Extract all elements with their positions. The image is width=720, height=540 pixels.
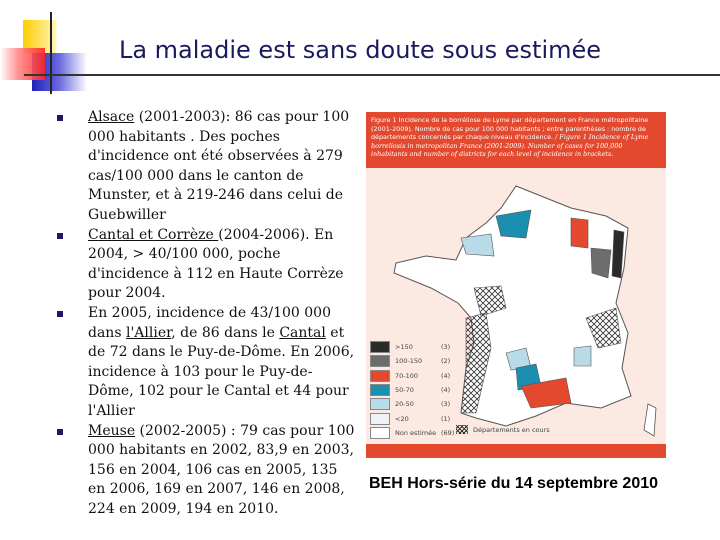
region-gray-east: [591, 248, 611, 278]
bullet-marker: [57, 115, 63, 121]
legend-swatch: [370, 355, 390, 367]
legend-swatch: [370, 384, 390, 396]
link-allier[interactable]: l'Allier: [125, 324, 172, 341]
bullet-cantal-correze: [55, 226, 355, 304]
legend-item: [370, 411, 454, 425]
legend-item: [370, 397, 454, 411]
legend-item: [370, 426, 454, 440]
legend-swatch: [370, 427, 390, 439]
legend-label: 70-100: [395, 371, 419, 380]
legend-swatch: [370, 413, 390, 425]
bullet-marker: [57, 233, 63, 239]
legend-count: (69): [441, 428, 455, 437]
legend-count: (2): [441, 357, 451, 366]
legend-count: (1): [441, 414, 451, 423]
legend-item: [370, 383, 454, 397]
source-caption: BEH Hors-série du 14 septembre 2010: [369, 475, 659, 492]
bullet-alsace: [55, 108, 355, 226]
logo-horizontal-line: [24, 74, 720, 76]
bullet-meuse: [55, 422, 355, 520]
bullet-text: (2004-2006). En 2004, > 40/100 000, poche d'incidence à 112 en Haute Corrèze pour 2004.: [88, 226, 344, 302]
legend-label: 50-70: [395, 386, 414, 395]
legend-item: [370, 354, 454, 368]
legend-swatch: [370, 398, 390, 410]
hatch-swatch-icon: [456, 425, 468, 434]
legend-en-cours: [456, 425, 550, 434]
bullet-text: (2001-2003): 86 cas pour 100 000 habitants . Des poches d'incidence ont été observées à 279 cas/100 000 dans le canton de Munster, et à 219-246 dans celui de Guebwiller: [88, 109, 350, 223]
legend-label: <20: [395, 414, 409, 423]
incidence-map-figure: [366, 112, 666, 458]
legend-item: [370, 369, 454, 383]
bullet-text: , de 86 dans le: [171, 324, 280, 341]
legend-label: 20-50: [395, 400, 414, 409]
legend-count: (4): [441, 371, 451, 380]
legend-label: >150: [395, 343, 413, 352]
figure-header-en: / Figure 1 Incidence of Lyme borreliosis in metropolitan France (2001-2009). Number of cases for 100,000 inhabitants and number of districts for each level of incidence in brackets.: [371, 133, 649, 158]
bullet-text: et de 72 dans le Puy-de-Dôme. En 2006, incidence à 103 pour le Puy-de-Dôme, 102 pour le Cantal et 44 pour l'Allier: [88, 324, 355, 419]
legend-count: (4): [441, 386, 451, 395]
link-meuse[interactable]: Meuse: [88, 422, 136, 439]
bullet-text: En 2005, incidence de 43/100 000 dans: [88, 304, 331, 341]
bullet-text: (2002-2005) : 79 cas pour 100 000 habitants en 2002, 83,9 en 2003, 156 en 2004, 106 cas en 2005, 135 en 2006, 169 en 2007, 146 en 2008, 224 en 2009, 194 en 2010.: [88, 422, 355, 517]
region-lightblue-east: [574, 346, 591, 366]
bullet-marker: [57, 429, 63, 435]
link-cantal-correze[interactable]: Cantal et Corrèze: [88, 226, 219, 243]
legend-en-cours-label: Départements en cours: [473, 425, 550, 434]
region-red-meuse: [571, 218, 588, 248]
legend-count: (3): [441, 343, 451, 352]
map-legend: [370, 340, 454, 440]
link-alsace[interactable]: Alsace: [88, 109, 135, 125]
figure-header-fr: Figure 1 Incidence de la borréliose de Lyme par département en France métropolitaine (2001-2009). Nombre de cas pour 100 000 habitants ; entre parenthèses : nombre de départements concernés par chaque niveau d'incidence.: [371, 116, 649, 141]
legend-label: Non estimée: [395, 428, 437, 437]
link-cantal[interactable]: Cantal: [279, 324, 326, 341]
corsica: [644, 404, 656, 436]
bullet-list: [55, 108, 355, 519]
legend-count: (3): [441, 400, 451, 409]
bullet-2005: [55, 304, 355, 422]
legend-swatch: [370, 341, 390, 353]
figure-footer-bar: [366, 444, 666, 458]
figure-header: [366, 112, 666, 168]
slide-title: La maladie est sans doute sous estimée: [118, 36, 602, 64]
legend-swatch: [370, 370, 390, 382]
bullet-marker: [57, 311, 63, 317]
legend-label: 100-150: [395, 357, 423, 366]
region-lightblue-west: [461, 234, 494, 256]
legend-item: [370, 340, 454, 354]
